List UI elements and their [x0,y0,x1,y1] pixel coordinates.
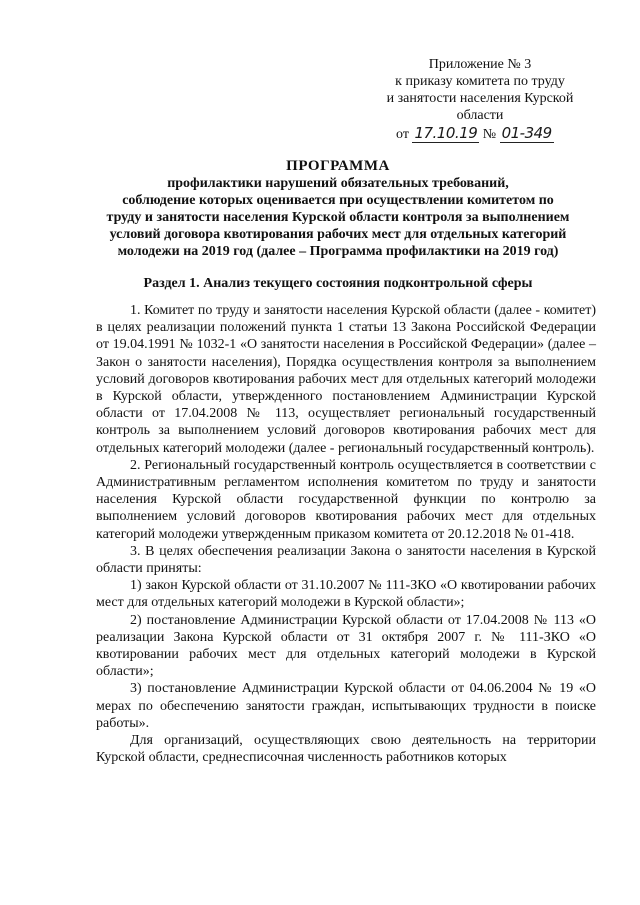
handwritten-order-number: 01-349 [501,124,552,142]
number-sign: № [482,127,497,142]
handwritten-date: 17.10.19 [414,124,478,142]
paragraph: 3. В целях обеспечения реализации Закона о занятости населения в Курской области приняты: [96,543,596,577]
title-line-3: соблюдение которых оценивается при осуществлении комитетом по [122,193,554,208]
title-line-4: труду и занятости населения Курской области контроля за выполнением [106,210,570,225]
appendix-region-line: области [456,108,504,123]
section-heading: Раздел 1. Анализ текущего состояния подконтрольной сферы [143,276,533,291]
title-line-2: профилактики нарушений обязательных требований, [167,176,509,191]
paragraph: 1. Комитет по труду и занятости населения Курской области (далее - комитет) в целях реализации положений пункта 1 статьи 13 Закона Российской Федерации от 19.04.1991 № 1032-1 «О занятости населения в Российской Федерации» (далее – Закон о занятости населения), Порядка осуществления контроля за выполнением условий договоров квотирования рабочих мест для отдельных категорий молодежи в Курской области, утвержденного постановлением Администрации Курской области от 17.04.2008 № 113, осуществляет региональный государственный контроль за выполнением условий договоров квотирования рабочих мест для отдельных категорий молодежи (далее - региональный государственный контроль). [96,303,596,456]
list-item: 1) закон Курской области от 31.10.2007 № 111-ЗКО «О квотировании рабочих мест для отдельных категорий молодежи в Курской области»; [96,578,596,611]
date-prefix: от [396,127,409,142]
appendix-order-line: к приказу комитета по труду [395,74,565,89]
document-title [78,158,598,260]
appendix-committee-line: и занятости населения Курской [386,91,574,106]
order-date-number [396,124,596,143]
appendix-number: Приложение № 3 [428,57,532,72]
paragraph: Для организаций, осуществляющих свою деятельность на территории Курской области, среднесписочная численность работников которых [96,733,596,766]
document-body [96,302,596,766]
paragraph: 2. Региональный государственный контроль осуществляется в соответствии с Административным регламентом исполнения комитетом по труду и занятости населения Курской области государственной функции по контролю за выполнением условий договоров квотирования рабочих мест для отдельных категорий молодежи утвержденным приказом комитета от 20.12.2018 № 01-418. [96,457,596,542]
title-line-6: молодежи на 2019 год (далее – Программа профилактики на 2019 год) [117,244,559,259]
title-program: ПРОГРАММА [286,158,390,174]
list-item: 3) постановление Администрации Курской области от 04.06.2004 № 19 «О мерах по обеспечению занятости граждан, испытывающих трудности в поиске работы». [96,681,596,731]
title-line-5: условий договора квотирования рабочих мест для отдельных категорий [109,227,567,242]
appendix-header [370,56,590,124]
list-item: 2) постановление Администрации Курской области от 17.04.2008 № 113 «О реализации Закона Курской области от 31 октября 2007 г. № 111-ЗКО «О квотировании рабочих мест для отдельных категорий молодежи в Курской области»; [96,612,596,680]
